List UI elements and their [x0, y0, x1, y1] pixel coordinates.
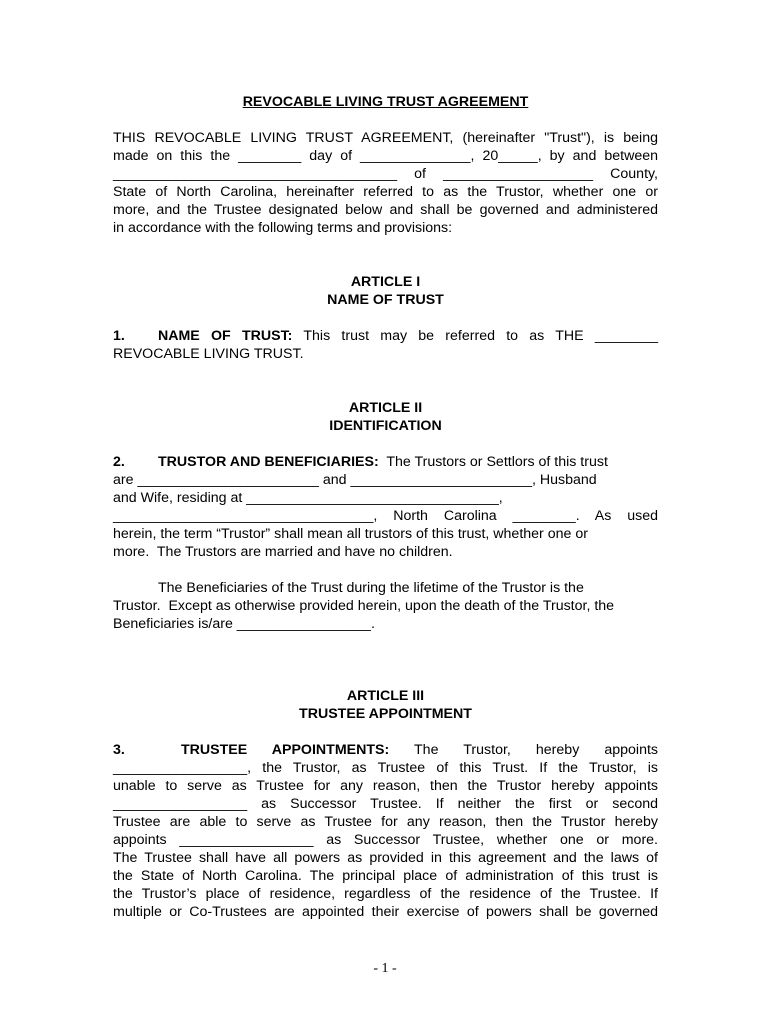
- section-3-line: multiple or Co-Trustees are appointed their exercise of powers shall be governed: [113, 904, 658, 920]
- article-3-subheading: TRUSTEE APPOINTMENT: [299, 706, 472, 722]
- section-2-line: herein, the term “Trustor” shall mean all trustors of this trust, whether one or: [113, 526, 588, 542]
- section-1-label: NAME OF TRUST:: [158, 328, 293, 344]
- intro-line: State of North Carolina, hereinafter referred to as the Trustor, whether one or: [113, 184, 658, 200]
- section-2-line: _________________________________, North Carolina ________. As used: [113, 508, 658, 524]
- section-2-line: and Wife, residing at ________________________________,: [113, 490, 503, 506]
- section-3-line: the Trustor’s place of residence, regardless of the residence of the Trustee. If: [113, 886, 658, 902]
- article-3-heading: ARTICLE III: [346, 688, 425, 704]
- section-3: [113, 741, 658, 921]
- article-1-heading: ARTICLE I: [350, 274, 421, 290]
- section-3-line: The Trustee shall have all powers as provided in this agreement and the laws of: [113, 850, 658, 866]
- section-2-number: 2.: [113, 454, 125, 470]
- section-2-line: are _______________________ and _______________________, Husband: [113, 472, 597, 488]
- article-2-heading: ARTICLE II: [348, 400, 423, 416]
- section-3-line: _________________, the Trustor, as Trustee of this Trust. If the Trustor, is: [113, 760, 658, 776]
- section-1-text: This trust may be referred to as THE ________: [292, 328, 658, 344]
- document-title: REVOCABLE LIVING TRUST AGREEMENT: [242, 94, 529, 110]
- section-2-para-line: Beneficiaries is/are _________________.: [113, 616, 375, 632]
- section-1-line: REVOCABLE LIVING TRUST.: [113, 346, 304, 362]
- section-1-line: [113, 327, 658, 345]
- section-3-line: the State of North Carolina. The principal place of administration of this trust is: [113, 868, 658, 884]
- article-2-subheading: IDENTIFICATION: [329, 418, 442, 434]
- section-3-line: unable to serve as Trustee for any reason, then the Trustor hereby appoints: [113, 778, 658, 794]
- section-2-line: [113, 453, 658, 471]
- section-2-text: The Trustors or Settlors of this trust: [378, 454, 608, 470]
- section-1: [113, 327, 658, 363]
- intro-line: more, and the Trustee designated below and shall be governed and administered: [113, 202, 658, 218]
- section-2-para-line: Trustor. Except as otherwise provided herein, upon the death of the Trustor, the: [113, 598, 615, 614]
- intro-line: THIS REVOCABLE LIVING TRUST AGREEMENT, (hereinafter "Trust"), is being: [113, 130, 658, 146]
- section-3-line: appoints _________________ as Successor Trustee, whether one or more.: [113, 832, 658, 848]
- intro-line: ____________________________________ of ___________________ County,: [113, 166, 658, 182]
- intro-paragraph: [113, 129, 658, 237]
- page-number: - 1 -: [373, 961, 397, 976]
- section-3-line: _________________ as Successor Trustee. If neither the first or second: [113, 796, 658, 812]
- intro-line: in accordance with the following terms and provisions:: [113, 220, 453, 236]
- section-3-label: TRUSTEE APPOINTMENTS:: [181, 742, 390, 758]
- section-3-number: 3.: [113, 742, 125, 758]
- document-body: [113, 93, 658, 921]
- section-1-number: 1.: [113, 328, 125, 344]
- article-1-subheading: NAME OF TRUST: [327, 292, 444, 308]
- intro-line: made on this the ________ day of ______________, 20_____, by and between: [113, 148, 658, 164]
- section-2-line: more. The Trustors are married and have no children.: [113, 544, 453, 560]
- section-3-line: Trustee are able to serve as Trustee for any reason, then the Trustor hereby: [113, 814, 658, 830]
- section-3-line: [113, 741, 658, 759]
- section-2-paragraph-2: [113, 579, 658, 633]
- section-2: [113, 453, 658, 561]
- section-2-label: TRUSTOR AND BENEFICIARIES:: [158, 454, 379, 470]
- section-2-para-line: The Beneficiaries of the Trust during the lifetime of the Trustor is the: [158, 580, 584, 596]
- section-3-text: The Trustor, hereby appoints: [414, 742, 658, 758]
